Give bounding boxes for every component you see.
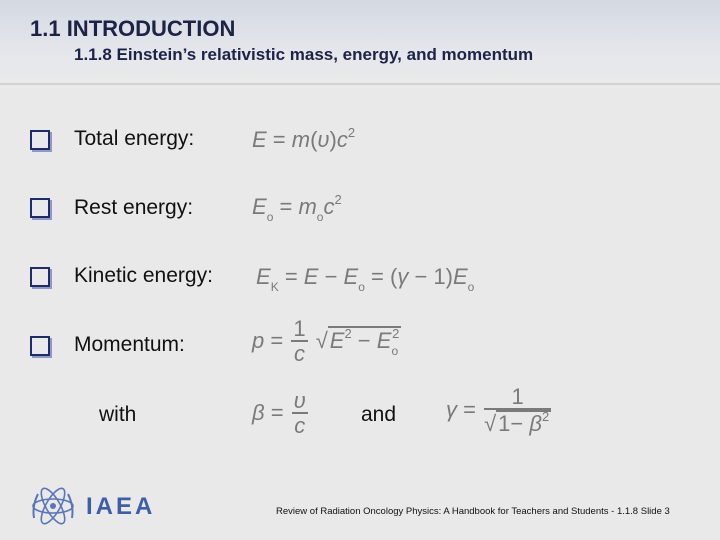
kinetic-energy-equation: $E_K = E - E_o = (\gamma - 1)E_o$ — [256, 264, 475, 294]
bullet-icon — [30, 130, 50, 150]
kinetic-energy-label: Kinetic energy: — [74, 264, 213, 287]
footer-reference: Review of Radiation Oncology Physics: A Handbook for Teachers and Students - 1.1.8 Slide 3 — [276, 506, 670, 517]
header-divider — [0, 83, 720, 85]
bullet-icon — [30, 336, 50, 356]
rest-energy-equation: $E_o = m_oc^2$ — [252, 192, 342, 224]
with-text: with — [99, 403, 137, 426]
beta-equation: β = $\frac{\upsilon}{c}$ — [252, 388, 306, 438]
bullet-icon — [30, 267, 50, 287]
total-energy-label: Total energy: — [74, 127, 195, 150]
momentum-equation: p = $\frac{1}{c}$ $√E^2 - E_o^2$ — [252, 316, 400, 366]
gamma-equation: γ = $\frac{1}{√1- \beta^2}$ — [446, 384, 550, 436]
momentum-label: Momentum: — [74, 333, 185, 356]
iaea-atom-logo-icon — [28, 482, 78, 530]
rest-energy-label: Rest energy: — [74, 196, 194, 219]
bullet-icon — [30, 198, 50, 218]
slide-subtitle: 1.1.8 Einstein’s relativistic mass, energy, and momentum — [74, 45, 534, 64]
iaea-logo-text: IAEA — [86, 493, 156, 520]
and-text: and — [361, 403, 397, 426]
total-energy-equation: $E = m(\upsilon)c^2$ — [252, 125, 356, 152]
slide-header — [0, 0, 720, 84]
slide-title: 1.1 INTRODUCTION — [30, 16, 236, 41]
